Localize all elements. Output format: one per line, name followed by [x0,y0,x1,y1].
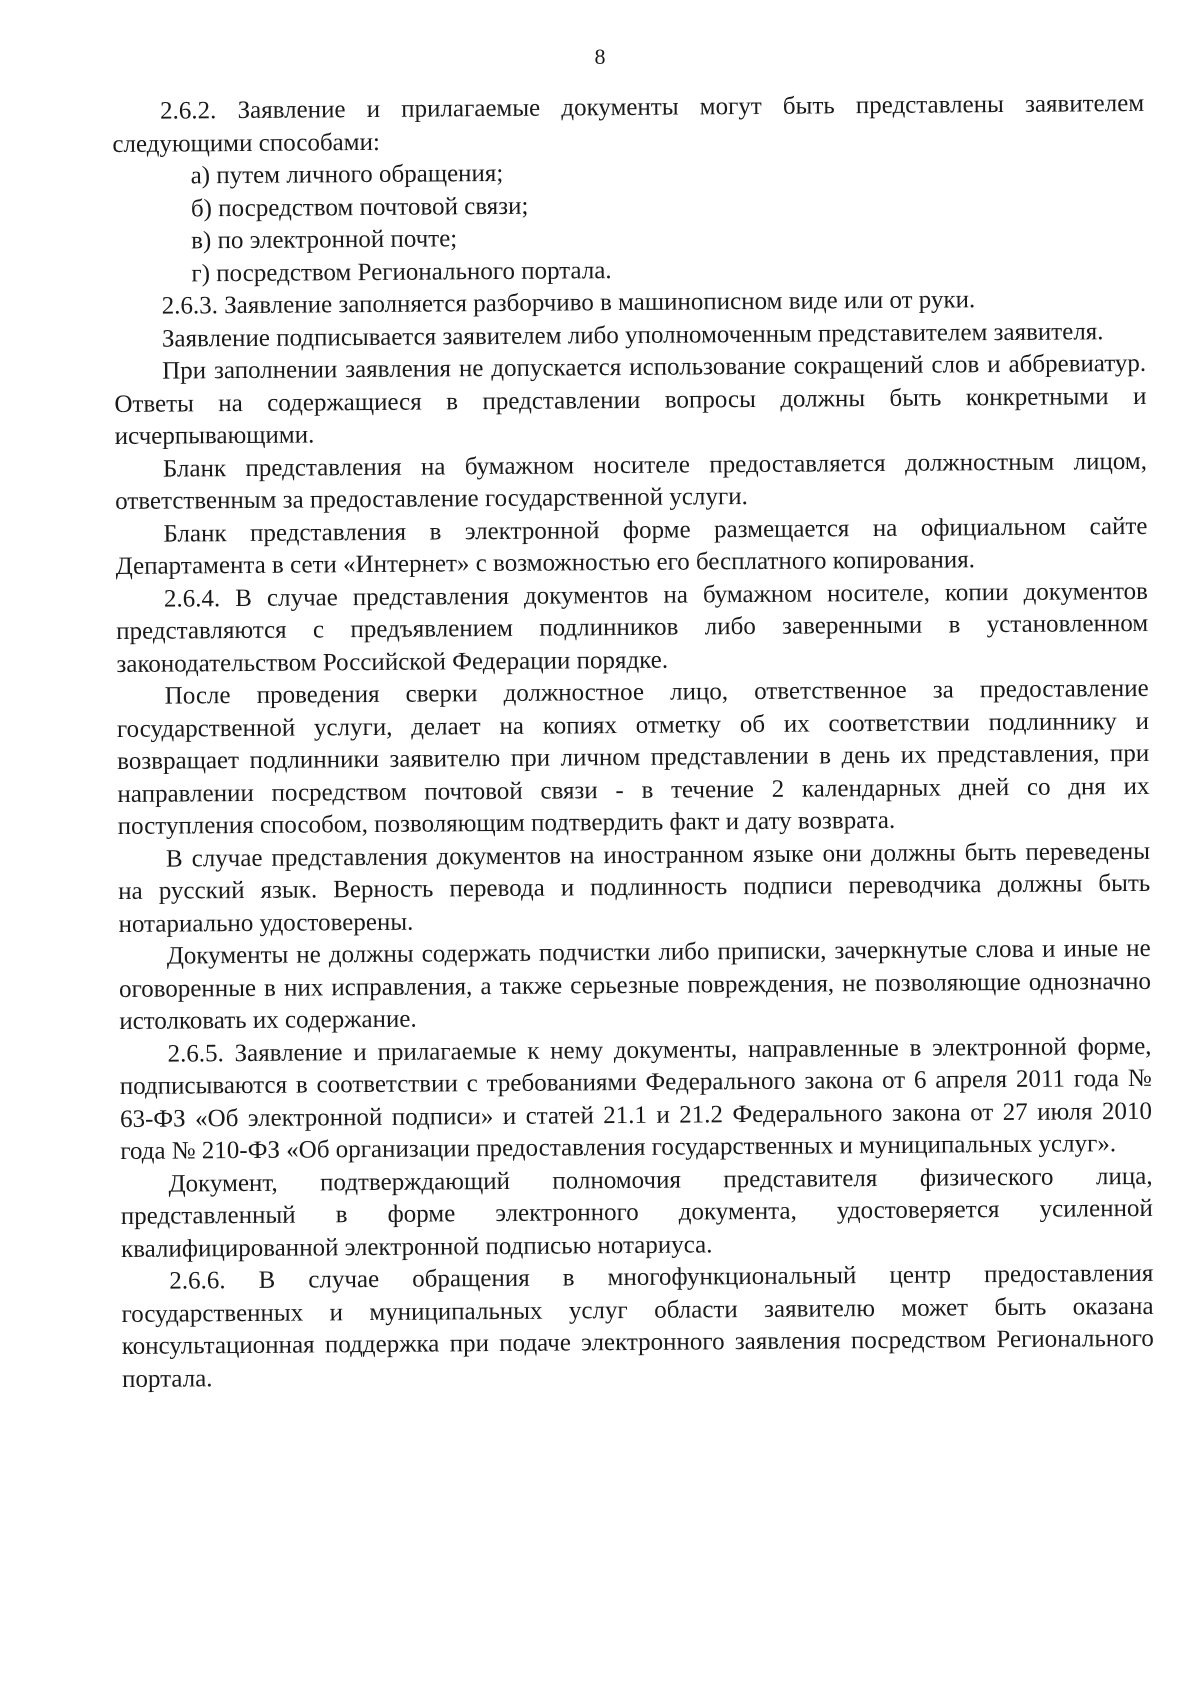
paragraph-2-6-6: 2.6.6. В случае обращения в многофункциональный центр предоставления государственных и муниципальных услуг области заявителю может быть оказана консультационная поддержка при подаче электронного заявления посредством Регионального портала. [121,1259,1154,1393]
paragraph-2-6-2: 2.6.2. Заявление и прилагаемые документы могут быть представлены заявителем следующими способами: [112,89,1145,158]
list-item-b: б) посредством почтовой связи; [190,192,529,222]
paragraph-electronic-form: Бланк представления в электронной форме размещается на официальном сайте Департамента в сети «Интернет» с возможностью его бесплатного копирования. [115,512,1148,580]
paragraph-corrections: Документы не должны содержать подчистки либо приписки, зачеркнутые слова и иные не оговоренные в них исправления, а также серьезные повреждения, не позволяющие однозначно истолковать их содержание. [118,934,1152,1035]
list-item-a: а) путем личного обращения; [190,159,504,190]
paragraph-verification: После проведения сверки должностное лицо, ответственное за предоставление государственной услуги, делает на копиях отметку об их соответствии подлиннику и возвращает подлинники заявителю при личном представлении в день их представления, при направлении посредством почтовой связи - в течение 2 календарных дней со дня их поступления способом, позволяющим подтвердить факт и дату возврата. [116,674,1150,840]
paragraph-2-6-4: 2.6.4. В случае представления документов на бумажном носителе, копии документов представляются с предъявлением подлинников либо заверенными в установленном законодательством Российской Федерации порядке. [116,577,1149,678]
document-body [112,88,1154,1396]
paragraph-notary: Документ, подтверждающий полномочия представителя физического лица, представленный в форме электронного документа, удостоверяется усиленной квалифицированной электронной подписью нотариуса. [120,1162,1153,1263]
paragraph-abbreviations: При заполнении заявления не допускается использование сокращений слов и аббревиатур. Ответы на содержащиеся в представлении вопросы должны быть конкретными и исчерпывающими. [114,349,1147,450]
paragraph-paper-form: Бланк представления на бумажном носителе предоставляется должностным лицом, ответственным за предоставление государственной услуги. [115,447,1148,515]
list-item-v: в) по электронной почте; [191,225,458,255]
paragraph-2-6-5: 2.6.5. Заявление и прилагаемые к нему документы, направленные в электронной форме, подписываются в соответствии с требованиями Федерального закона от 6 апреля 2011 года № 63-ФЗ «Об электронной подписи» и статей 21.1 и 21.2 Федерального закона от 27 июля 2010 года № 210-ФЗ «Об организации предоставления государственных и муниципальных услуг». [119,1032,1153,1165]
paragraph-2-6-3: 2.6.3. Заявление заполняется разборчиво в машинописном виде или от руки. [161,286,976,320]
page-number: 8 [594,44,606,69]
list-item-g: г) посредством Регионального портала. [191,256,612,287]
paragraph-signature: Заявление подписывается заявителем либо уполномоченным представителем заявителя. [161,317,1104,353]
paragraph-translation: В случае представления документов на иностранном языке они должны быть переведены на русский язык. Верность перевода и подлинность подписи переводчика должны быть нотариально удостоверены. [118,837,1151,938]
